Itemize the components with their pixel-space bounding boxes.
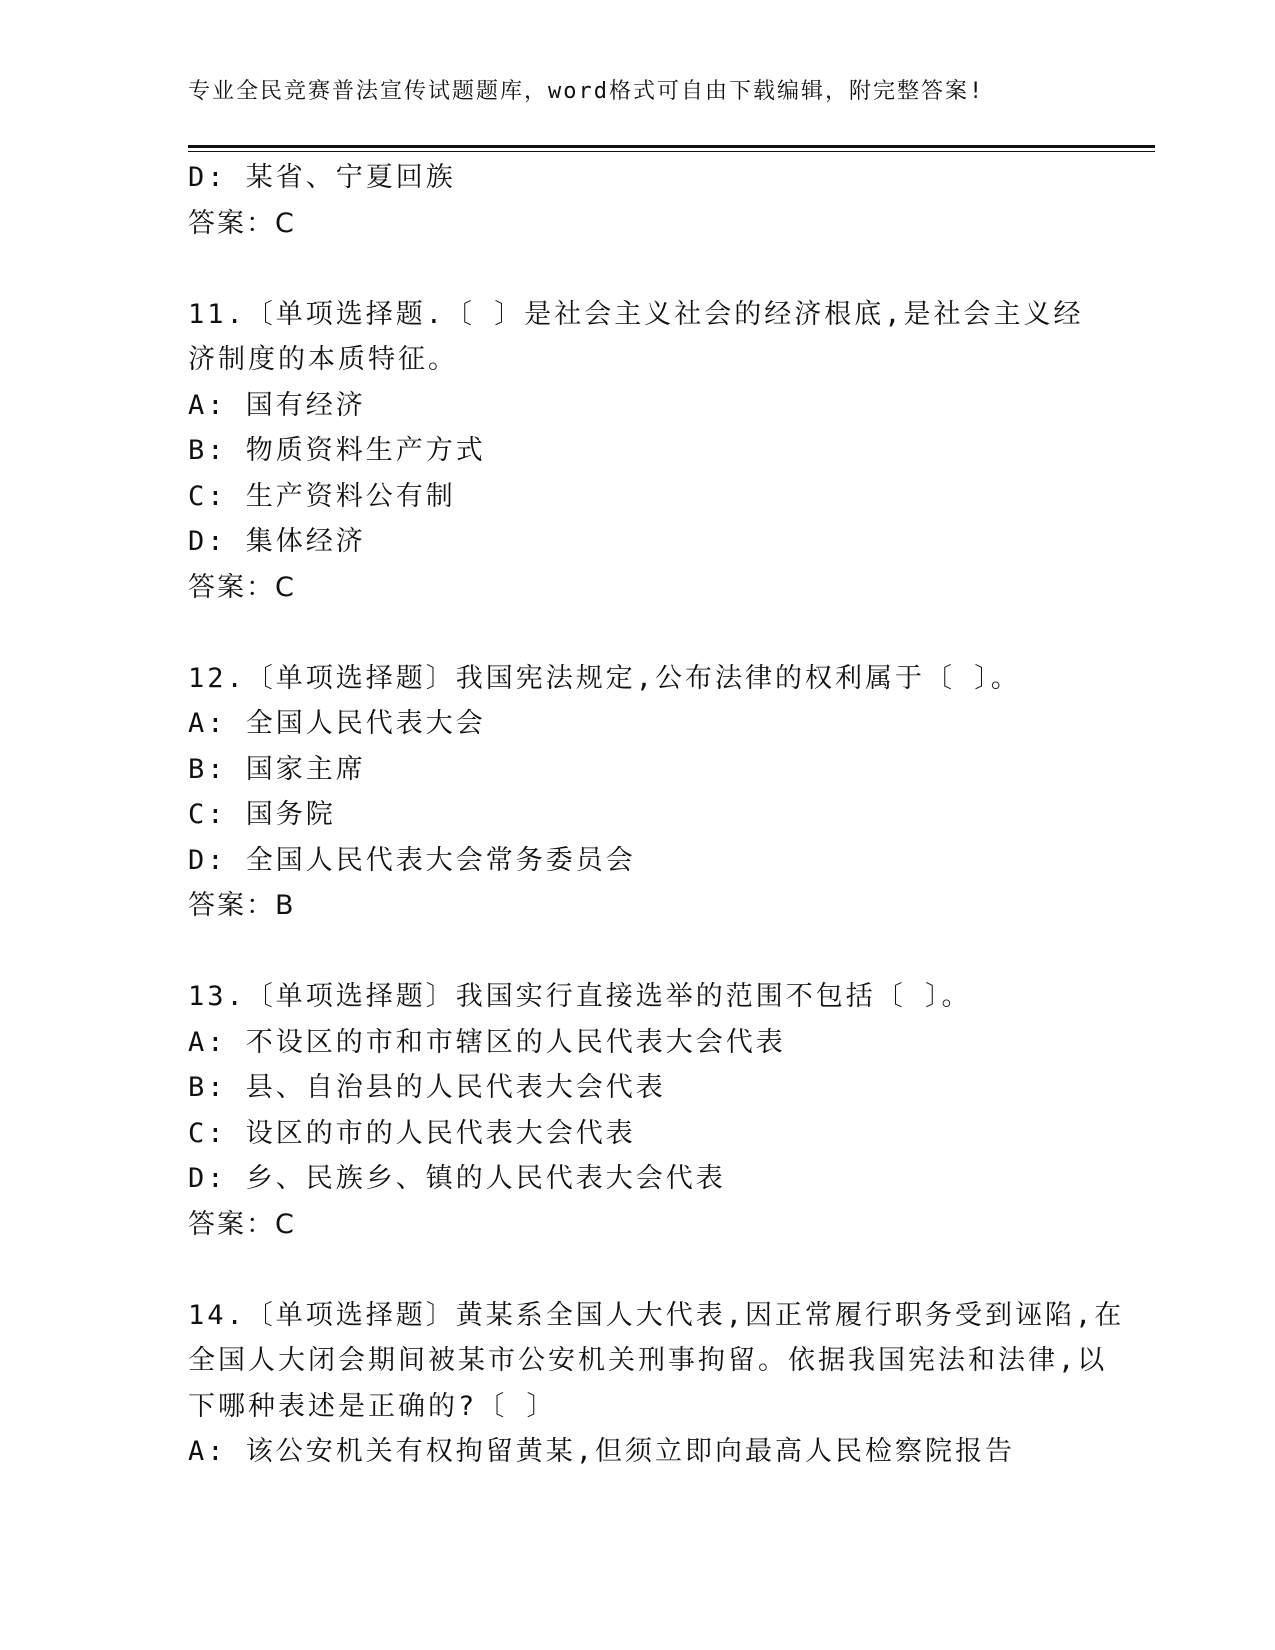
- option-a: A: 该公安机关有权拘留黄某,但须立即向最高人民检察院报告: [188, 1436, 1016, 1467]
- option-a: A: 全国人民代表大会: [188, 708, 486, 739]
- answer: 答案：C: [188, 1208, 296, 1240]
- option-d: D: 乡、民族乡、镇的人民代表大会代表: [188, 1163, 726, 1194]
- answer: 答案：C: [188, 571, 296, 603]
- option-d: D: 某省、宁夏回族: [188, 162, 456, 193]
- spacer: [188, 610, 1088, 656]
- answer: 答案：C: [188, 207, 296, 239]
- spacer: [188, 929, 1088, 975]
- option-d: D: 全国人民代表大会常务委员会: [188, 844, 636, 876]
- question-stem: 12.〔单项选择题〕我国宪法规定,公布法律的权利属于〔 〕。: [188, 662, 1021, 694]
- option-c: C: 生产资料公有制: [188, 480, 456, 512]
- option-b: B: 物质资料生产方式: [188, 435, 486, 466]
- option-c: C: 设区的市的人民代表大会代表: [188, 1117, 636, 1149]
- question-stem: 济制度的本质特征。: [188, 344, 458, 375]
- question-stem: 11.〔单项选择题.〔 〕是社会主义社会的经济根底,是社会主义经: [188, 298, 1084, 330]
- option-a: A: 不设区的市和市辖区的人民代表大会代表: [188, 1026, 786, 1058]
- question-list: [188, 155, 1125, 1475]
- header-rule-thin: [188, 151, 1155, 152]
- option-b: B: 县、自治县的人民代表大会代表: [188, 1072, 666, 1103]
- question-block: [188, 1293, 1125, 1475]
- spacer: [188, 1247, 1088, 1293]
- question-stem: 下哪种表述是正确的?〔 〕: [188, 1390, 557, 1422]
- option-d: D: 集体经济: [188, 526, 366, 557]
- option-b: B: 国家主席: [188, 753, 366, 785]
- page-header: 专业全民竞赛普法宣传试题题库，word格式可自由下载编辑，附完整答案!: [188, 79, 985, 104]
- question-block: [188, 292, 1088, 611]
- answer: 答案：B: [188, 890, 296, 921]
- question-block: [188, 974, 1088, 1247]
- question-stem: 全国人大闭会期间被某市公安机关刑事拘留。依据我国宪法和法律,以: [188, 1345, 1108, 1376]
- question-stem: 14.〔单项选择题〕黄某系全国人大代表,因正常履行职务受到诬陷,在: [188, 1299, 1125, 1331]
- question-block: [188, 656, 1088, 929]
- option-c: C: 国务院: [188, 799, 336, 830]
- spacer: [188, 246, 1088, 292]
- option-a: A: 国有经济: [188, 389, 366, 421]
- header-rule: [188, 145, 1155, 148]
- question-stem: 13.〔单项选择题〕我国实行直接选举的范围不包括〔 〕。: [188, 981, 972, 1012]
